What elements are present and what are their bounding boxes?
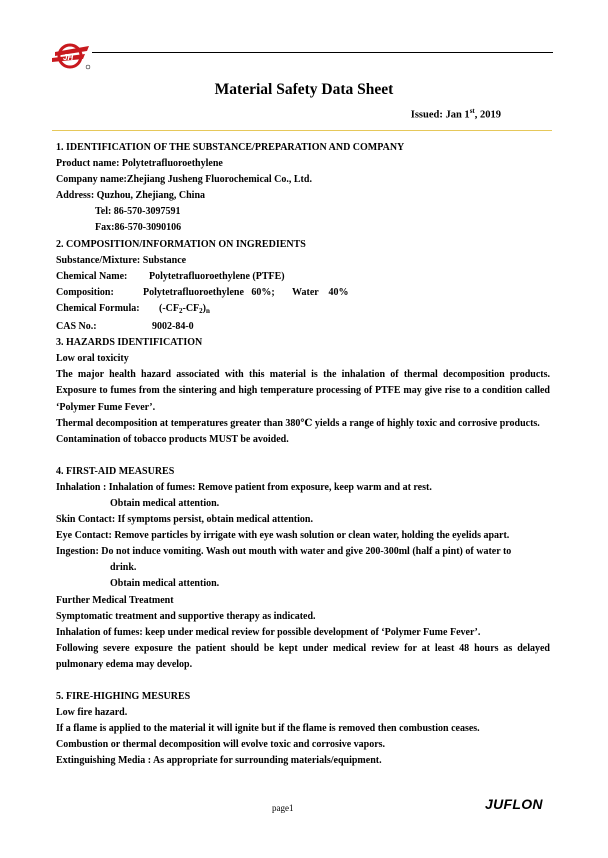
inhalation: Inhalation : Inhalation of fumes: Remove patient from exposure, keep warm and at rest. [56,481,432,493]
address: Address: Quzhou, Zhejiang, China [56,190,206,202]
section-5-heading: 5. FIRE-HIGHING MESURES [56,691,191,702]
symptomatic-treatment: Symptomatic treatment and supportive therapy as indicated. [56,610,316,622]
page-title: Material Safety Data Sheet [214,81,394,98]
low-fire-hazard: Low fire hazard. [56,707,128,719]
section-divider [52,130,552,131]
company-logo [52,41,92,73]
fax: Fax:86-570-3090106 [95,222,182,234]
chemical-name-label: Chemical Name: [56,270,128,282]
thermal-decomposition-paragraph: Thermal decomposition at temperatures greater than 380℃ yields a range of highly toxic and corrosive products. [56,417,540,429]
section-2-heading: 2. COMPOSITION/INFORMATION ON INGREDIENTS [56,238,306,250]
skin-contact: Skin Contact: If symptoms persist, obtain medical attention. [56,514,313,526]
chemical-name-row [56,269,550,285]
combustion: Combustion or thermal decomposition will evolve toxic and corrosive vapors. [56,739,386,751]
cas-row [56,319,550,335]
chemical-name-value: Polytetrafluoroethylene (PTFE) [149,270,285,282]
extinguishing-media: Extinguishing Media : As appropriate for surrounding materials/equipment. [56,755,382,767]
section-3-heading: 3. HAZARDS IDENTIFICATION [56,337,203,349]
chemical-formula-row [56,301,550,319]
header-rule [92,52,553,53]
substance-mixture: Substance/Mixture: Substance [56,254,187,266]
severe-exposure-paragraph: Following severe exposure the patient should be kept under medical review for at least 48 hours as delayed pulmonary edema may develop. [56,642,550,670]
brand-logo-text: JUFLON [485,796,543,812]
issued-date: Issued: Jan 1st, 2019 [410,107,501,121]
inhalation-of-fumes: Inhalation of fumes: keep under medical review for possible development of ‘Polymer Fume Fever’. [56,626,481,638]
ingestion-drink: drink. [110,562,137,574]
product-name: Product name: Polytetrafluoroethylene [56,158,223,170]
page-number: page1 [272,803,294,813]
company-name: Company name:Zhejiang Jusheng Fluorochemical Co., Ltd. [56,174,312,186]
eye-contact: Eye Contact: Remove particles by irrigate with eye wash solution or clean water, holding the eyelids apart. [56,530,510,542]
logo-text: JH [63,53,74,62]
document-body [56,140,550,769]
section-1-heading: 1. IDENTIFICATION OF THE SUBSTANCE/PREPARATION AND COMPANY [56,142,405,153]
health-hazard-paragraph: The major health hazard associated with this material is the inhalation of thermal decomposition products. Exposure to fumes from the sintering and high temperature processing of PTFE may give rise to a condition called ‘Polymer Fume Fever’. [56,369,550,413]
inhalation-obtain-attention: Obtain medical attention. [110,497,220,509]
ingestion-obtain-attention: Obtain medical attention. [110,578,220,590]
composition-row [56,285,550,301]
formula-label: Chemical Formula: [56,302,140,314]
composition-label: Composition: [56,286,114,298]
composition-value: Polytetrafluoroethylene 60%; Water 40% [143,286,349,298]
section-4-heading: 4. FIRST-AID MEASURES [56,465,175,477]
formula-value: $(-CF_2-CF_2)_n$ [159,302,210,315]
cas-label: CAS No.: [56,321,97,333]
telephone: Tel: 86-570-3097591 [95,206,181,218]
further-medical-treatment: Further Medical Treatment [56,594,174,606]
flame-applied: If a flame is applied to the material it will ignite but if the flame is removed then combustion ceases. [56,723,480,735]
cas-value: 9002-84-0 [152,321,194,333]
tobacco-warning: Contamination of tobacco products MUST be avoided. [56,433,289,445]
low-oral-toxicity: Low oral toxicity [56,353,129,365]
ingestion: Ingestion: Do not induce vomiting. Wash out mouth with water and give 200-300ml (half a pint) of water to [56,546,512,558]
